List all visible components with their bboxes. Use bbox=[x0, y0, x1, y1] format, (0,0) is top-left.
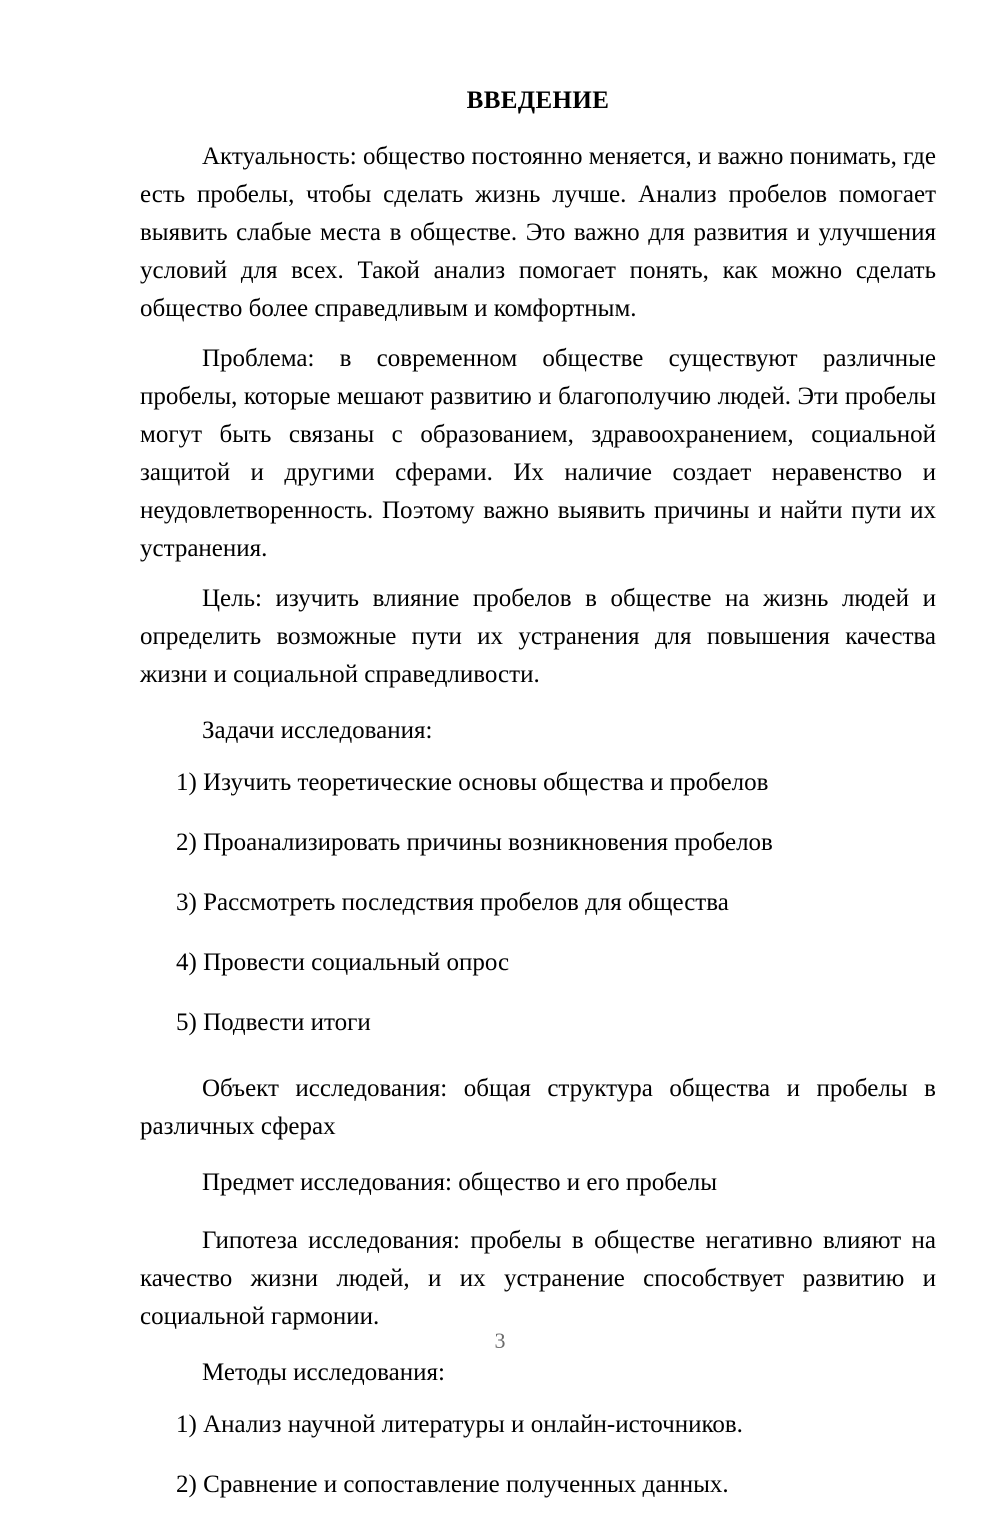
heading-methods: Методы исследования: bbox=[202, 1359, 445, 1386]
list-item: 4) Провести социальный опрос bbox=[176, 949, 510, 976]
paragraph-goal: Цель: изучить влияние пробелов в обществе на жизнь людей и определить возможные пути их устранения для повышения качества жизни и социальной справедливости. bbox=[140, 585, 936, 688]
paragraph-problem: Проблема: в современном обществе существуют различные пробелы, которые мешают развитию и благополучию людей. Эти пробелы могут быть связаны с образованием, здравоохранением, социальной защитой и другими сферами. Их наличие создает неравенство и неудовлетворенность. Поэтому важно выявить причины и найти пути их устранения. bbox=[140, 345, 936, 562]
paragraph-relevance: Актуальность: общество постоянно меняется, и важно понимать, где есть пробелы, чтобы сделать жизнь лучше. Анализ пробелов помогает выявить слабые места в обществе. Это важно для развития и улучшения условий для всех. Такой анализ помогает понять, как можно сделать общество более справедливым и комфортным. bbox=[140, 143, 936, 322]
list-item: 3) Рассмотреть последствия пробелов для общества bbox=[176, 889, 729, 916]
paragraph-subject: Предмет исследования: общество и его пробелы bbox=[202, 1169, 718, 1196]
list-item: 1) Анализ научной литературы и онлайн-источников. bbox=[176, 1411, 743, 1438]
page-number: 3 bbox=[494, 1328, 506, 1353]
list-item: 5) Подвести итоги bbox=[176, 1009, 371, 1036]
heading-tasks: Задачи исследования: bbox=[202, 717, 433, 744]
methods-list bbox=[140, 1406, 936, 1504]
list-item: 2) Сравнение и сопоставление полученных данных. bbox=[176, 1471, 729, 1498]
page-title: ВВЕДЕНИЕ bbox=[466, 87, 610, 114]
spacer bbox=[140, 1056, 936, 1070]
list-item: 1) Изучить теоретические основы общества и пробелов bbox=[176, 769, 769, 796]
paragraph-hypothesis: Гипотеза исследования: пробелы в обществе негативно влияют на качество жизни людей, и их устранение способствует развитию и социальной гармонии. bbox=[140, 1227, 936, 1330]
list-item: 2) Проанализировать причины возникновения пробелов bbox=[176, 829, 773, 856]
document-body bbox=[140, 86, 936, 1518]
paragraph-object: Объект исследования: общая структура общества и пробелы в различных сферах bbox=[140, 1075, 936, 1140]
tasks-list bbox=[140, 764, 936, 1042]
